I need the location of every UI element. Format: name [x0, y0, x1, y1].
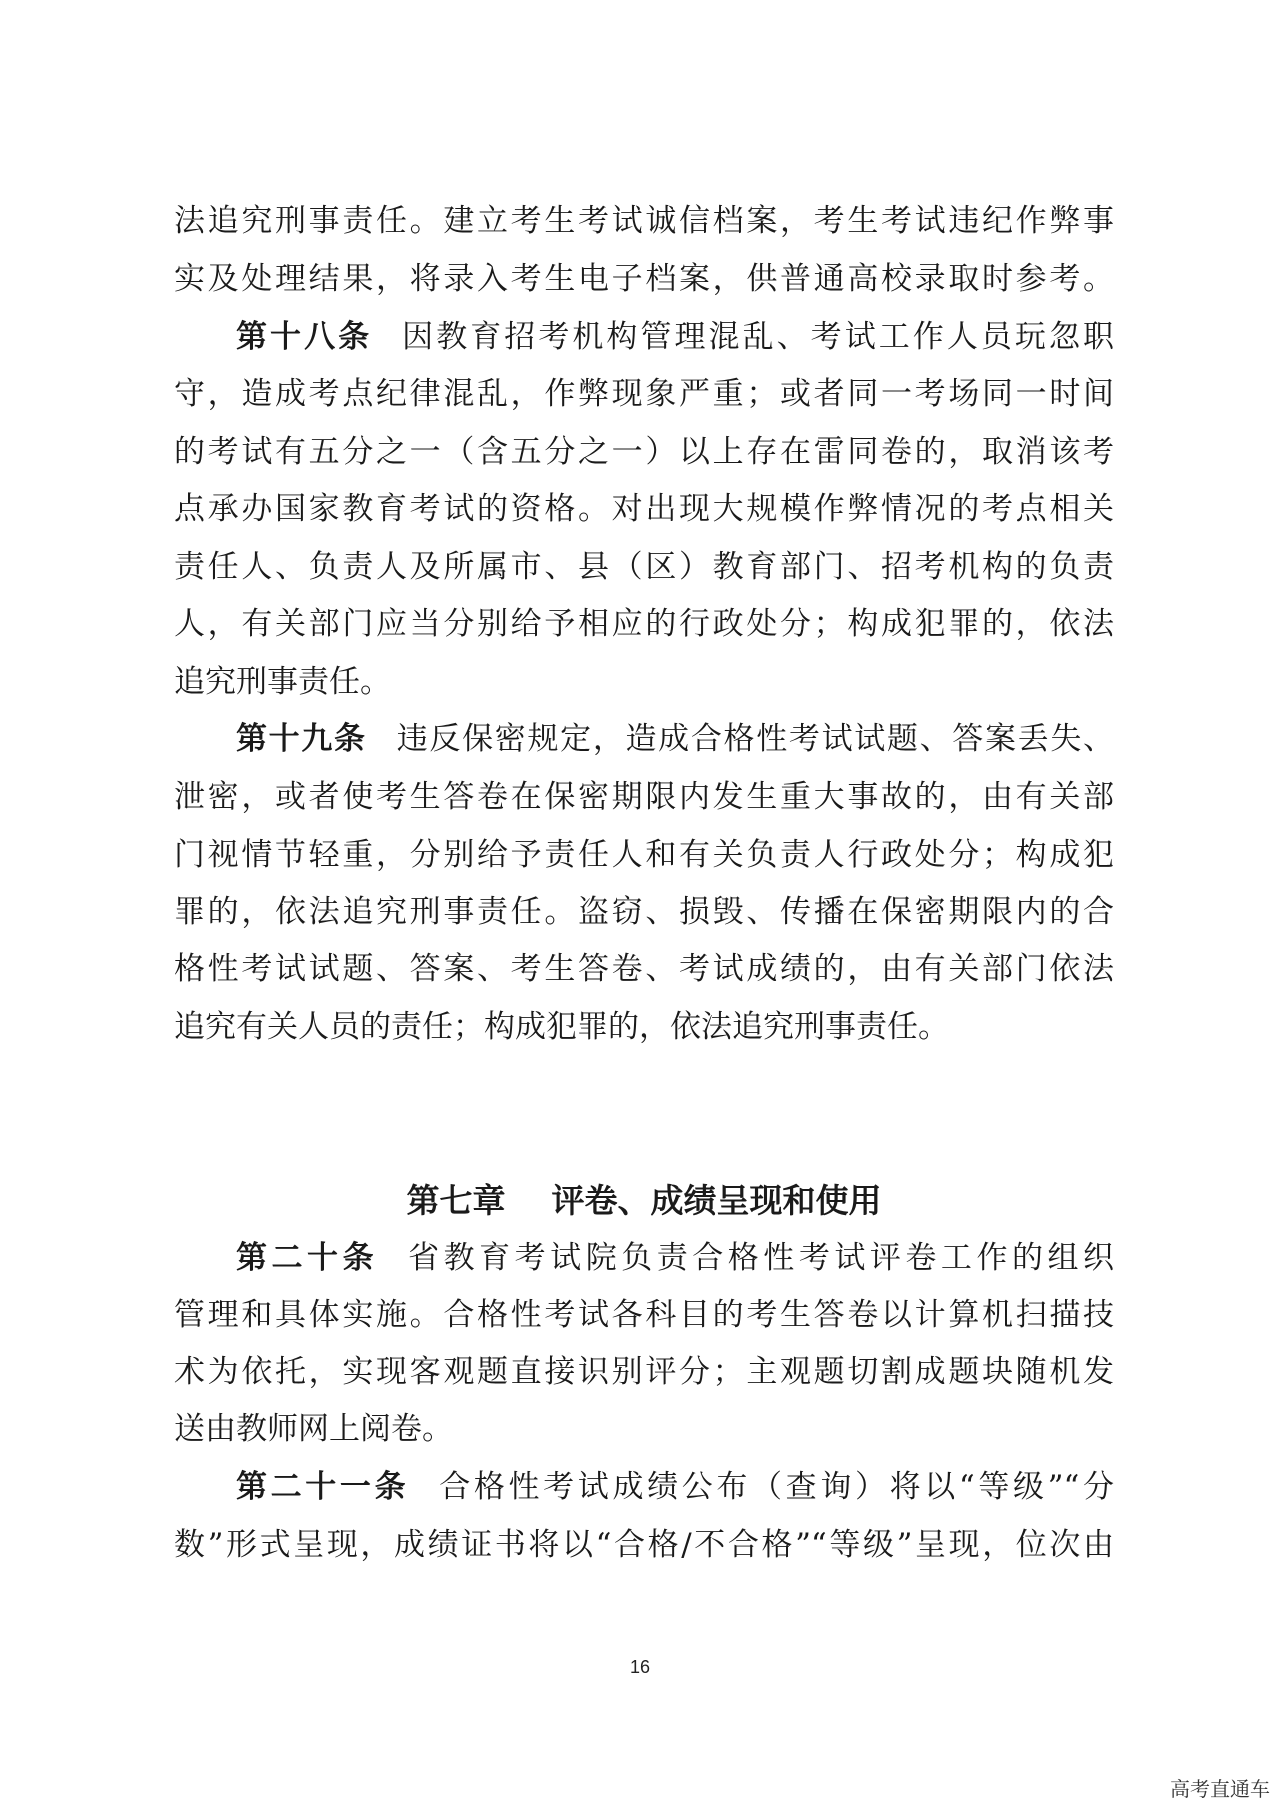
text-line	[174, 254, 1114, 304]
line-text: 省教育考试院负责合格性考试评卷工作的组织	[408, 1240, 1115, 1276]
text-line	[174, 772, 1114, 822]
article-line	[236, 312, 1114, 362]
article-label: 第十九条	[236, 721, 367, 757]
chapter-number: 第七章	[406, 1181, 506, 1220]
line-text: 追究刑事责任。	[174, 664, 391, 700]
line-text: 追究有关人员的责任；构成犯罪的，依法追究刑事责任。	[174, 1009, 949, 1045]
article-label: 第二十条	[236, 1240, 379, 1276]
text-line	[174, 427, 1114, 477]
line-text: 格性考试试题、答案、考生答卷、考试成绩的，由有关部门依法	[174, 951, 1114, 987]
line-text: 术为依托，实现客观题直接识别评分；主观题切割成题块随机发	[174, 1354, 1114, 1390]
article-label: 第十八条	[236, 319, 373, 355]
text-line	[174, 1520, 1114, 1570]
text-line	[174, 1002, 1114, 1052]
text-line	[174, 1347, 1114, 1397]
page-number: 16	[629, 1657, 651, 1677]
text-line	[174, 599, 1114, 649]
line-text: 实及处理结果，将录入考生电子档案，供普通高校录取时参考。	[174, 261, 1114, 297]
article-line	[236, 1233, 1114, 1283]
chapter-heading	[174, 1173, 1114, 1229]
text-line	[174, 369, 1114, 419]
text-line	[174, 830, 1114, 880]
watermark: 高考直通车	[1170, 1777, 1270, 1801]
line-text: 合格性考试成绩公布（查询）将以“等级”“分	[439, 1469, 1115, 1505]
text-line	[174, 1290, 1114, 1340]
line-text: 守，造成考点纪律混乱，作弊现象严重；或者同一考场同一时间	[174, 376, 1114, 412]
article-label: 第二十一条	[236, 1469, 410, 1505]
article-line	[236, 714, 1114, 764]
line-text: 泄密，或者使考生答卷在保密期限内发生重大事故的，由有关部	[174, 779, 1114, 815]
line-text: 管理和具体实施。合格性考试各科目的考生答卷以计算机扫描技	[174, 1297, 1114, 1333]
line-text: 点承办国家教育考试的资格。对出现大规模作弊情况的考点相关	[174, 491, 1114, 527]
text-line	[174, 887, 1114, 937]
line-text: 责任人、负责人及所属市、县（区）教育部门、招考机构的负责	[174, 549, 1114, 585]
text-line	[174, 1404, 1114, 1454]
article-line	[236, 1462, 1114, 1512]
line-text: 罪的，依法追究刑事责任。盗窃、损毁、传播在保密期限内的合	[174, 894, 1114, 930]
line-text: 因教育招考机构管理混乱、考试工作人员玩忽职	[402, 319, 1115, 355]
line-text: 的考试有五分之一（含五分之一）以上存在雷同卷的，取消该考	[174, 434, 1114, 470]
line-text: 法追究刑事责任。建立考生考试诚信档案，考生考试违纪作弊事	[174, 203, 1114, 239]
line-text: 人，有关部门应当分别给予相应的行政处分；构成犯罪的，依法	[174, 606, 1114, 642]
line-text: 送由教师网上阅卷。	[174, 1411, 453, 1447]
line-text: 数”形式呈现，成绩证书将以“合格/不合格”“等级”呈现，位次由	[174, 1527, 1114, 1563]
line-text: 违反保密规定，造成合格性考试试题、答案丢失、	[396, 721, 1115, 757]
text-line	[174, 196, 1114, 246]
text-line	[174, 542, 1114, 592]
text-line	[174, 484, 1114, 534]
line-text: 门视情节轻重，分别给予责任人和有关负责人行政处分；构成犯	[174, 837, 1114, 873]
text-line	[174, 944, 1114, 994]
text-line	[174, 657, 1114, 707]
chapter-title: 评卷、成绩呈现和使用	[551, 1181, 882, 1220]
